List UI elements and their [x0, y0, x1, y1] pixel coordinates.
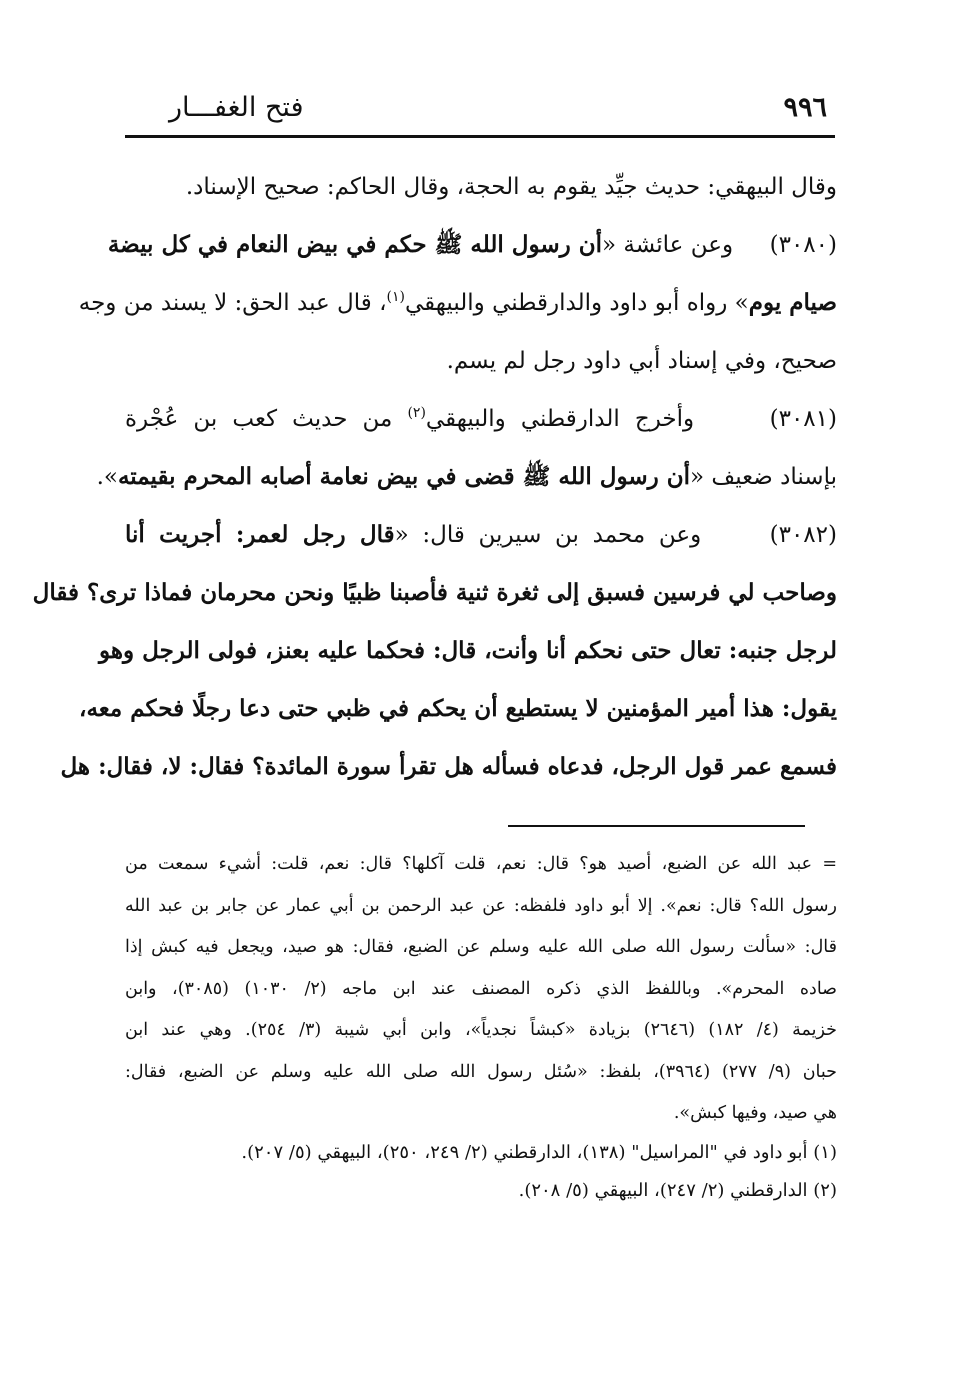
hadith-comment: من حديث كعب بن عُجْرة: [125, 406, 408, 432]
hadith-3082-line-2: وصاحب لي فرسين فسبق إلى ثغرة ثنية فأصبنا ظبيًا ونحن محرمان فماذا ترى؟ فقال: [32, 579, 837, 606]
hadith-3081-line-1: [125, 394, 837, 452]
footnote-1: (١) أبو داود في "المراسيل" (١٣٨)، الدارقطني (٢/ ٢٤٩، ٢٥٠)، البيهقي (٥/ ٢٠٧).: [241, 1141, 837, 1163]
hadith-3082-line-3: لرجل جنبه: تعال حتى نحكم أنا وأنت، قال: فحكما عليه بعنز، فولى الرجل وهو: [99, 637, 837, 664]
hadith-matn: أن رسول الله ﷺ حكم في بيض النعام في كل بيضة: [107, 231, 603, 258]
footnote-continuation-line: حبان (٩/ ٢٧٧) (٣٩٦٤)، بلفظ: «سُئل رسول الله صلى الله عليه وسلم عن الضبع، فقال:: [125, 1061, 837, 1082]
footnotes: [125, 845, 837, 1212]
footnote-separator: [508, 825, 805, 827]
footnote-continuation-line: هي صيد، وفيها كبش».: [673, 1103, 837, 1123]
footnote-continuation-line: خزيمة (٤/ ١٨٢) (٢٦٤٦) بزيادة «كبشاً نجدياً»، وابن أبي شيبة (٣/ ٢٥٤). وهي عند ابن: [125, 1020, 838, 1040]
main-text: [32, 162, 837, 800]
page-number: ٩٩٦: [783, 92, 827, 123]
hadith-3080-line-1: [107, 220, 837, 278]
hadith-intro: وعن محمد بن سيرين قال: «: [394, 522, 702, 548]
footnote-continuation-line: = عبد الله عن الضبع، أصيد هو؟ قال: نعم، قلت آكلها؟ قال: نعم، قلت: أشيء سمعت من: [125, 854, 837, 874]
hadith-matn: أن رسول الله ﷺ قضى في بيض نعامة أصابه المحرم بقيمته: [117, 463, 691, 490]
header-rule: [125, 135, 835, 138]
hadith-number: (٣٠٨٠): [769, 232, 837, 258]
hadith-3080-line-3: صحيح، وفي إسناد أبي داود رجل لم يسم.: [446, 348, 837, 374]
hadith-close: ».: [96, 464, 118, 490]
hadith-number: (٣٠٨٢): [769, 522, 837, 548]
hadith-intro: وعن عائشة «: [602, 232, 734, 258]
footnote-marker: (١): [386, 289, 405, 305]
page-header: [125, 92, 835, 134]
hadith-3080-line-2: [78, 278, 837, 336]
running-title: فتح الغفـــار: [169, 92, 304, 123]
hadith-intro: بإسناد ضعيف «: [690, 464, 837, 490]
hadith-takhrij: » رواه أبو داود والدارقطني والبيهقي: [404, 290, 749, 316]
hadith-matn: قال رجل لعمر: أجريت أنا: [125, 521, 395, 548]
hadith-3082-line-5: فسمع عمر قول الرجل، فدعاه فسأله هل تقرأ سورة المائدة؟ فقال: لا، فقال: هل: [60, 753, 837, 780]
footnote-continuation-line: رسول الله؟ قال: نعم». إلا أبو داود فلفظه: عن عبد الرحمن بن أبي عمار عن جابر بن عبد الله: [125, 895, 837, 916]
hadith-3081-line-2: [96, 452, 837, 510]
footnote-marker: (٢): [407, 405, 426, 421]
text-line: وقال البيهقي: حديث جيِّد يقوم به الحجة، وقال الحاكم: صحيح الإسناد.: [185, 174, 837, 200]
footnote-continuation-line: صاده المحرم». وباللفظ الذي ذكره المصنف عند ابن ماجه (٢/ ١٠٣٠) (٣٠٨٥)، وابن: [125, 978, 838, 999]
hadith-comment: ، قال عبد الحق: لا يسند من وجه: [78, 290, 387, 316]
hadith-number: (٣٠٨١): [769, 406, 837, 432]
footnote-continuation-line: قال: «سألت رسول الله صلى الله عليه وسلم عن الضبع، فقال: هو صيد، ويجعل فيه كبش إذا: [125, 937, 837, 957]
hadith-3082-line-1: [125, 510, 837, 568]
footnote-2: (٢) الدارقطني (٢/ ٢٤٧)، البيهقي (٥/ ٢٠٨).: [518, 1179, 837, 1201]
hadith-3082-line-4: يقول: هذا أمير المؤمنين لا يستطيع أن يحكم في ظبي حتى دعا رجلًا فحكم معه،: [79, 695, 837, 722]
hadith-intro: وأخرج الدارقطني والبيهقي: [425, 406, 695, 432]
hadith-matn: صيام يوم: [748, 289, 837, 316]
